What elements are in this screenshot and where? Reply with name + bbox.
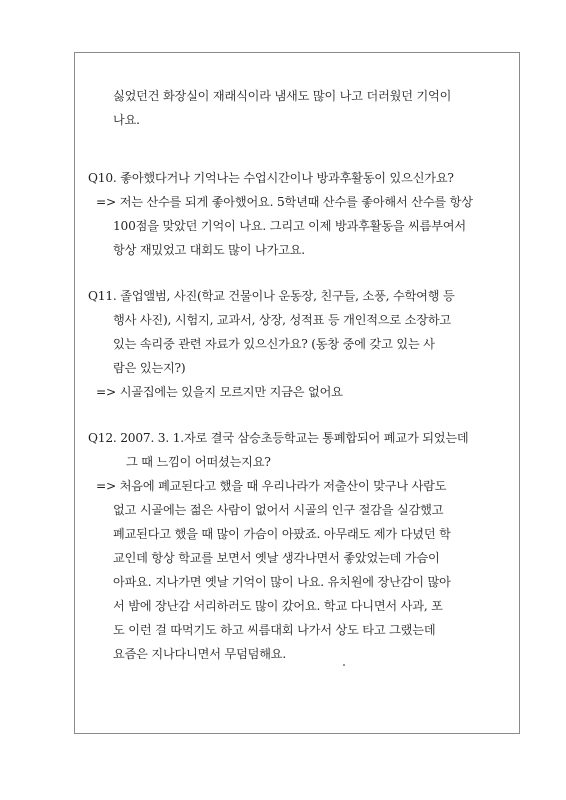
answer-line: 항상 재밌었고 대회도 많이 나가고요. [113,243,305,257]
answer-line: 도 이런 걸 따먹기도 하고 씨름대회 나가서 상도 타고 그랬는데 [113,623,436,637]
question-q11-line: 람은 있는지?) [113,361,186,375]
answer-line: 요즘은 지나다니면서 무덤덤해요. [113,647,287,661]
text-line: 싫었던건 화장실이 재래식이라 냄새도 많이 나고 더러웠던 기억이 [113,89,452,103]
answer-line: => 저는 산수를 되게 좋아했어요. 5학년때 산수를 좋아해서 산수를 항상 [96,195,473,209]
text-line: 나요. [113,113,140,127]
answer-line: 교인데 항상 학교를 보면서 옛날 생각나면서 좋았었는데 가슴이 [113,551,440,565]
answer-line: 아파요. 지나가면 옛날 기억이 많이 나요. 유치원에 장난감이 많아 [113,575,451,589]
page-speck [343,664,345,666]
question-q11-line: 있는 속리중 관련 자료가 있으신가요? (동창 중에 갖고 있는 사 [113,337,435,351]
question-q10: Q10. 좋아했다거나 기억나는 수업시간이나 방과후활동이 있으신가요? [88,171,454,185]
answer-line: 없고 시골에는 젊은 사람이 없어서 시골의 인구 절감을 실감했고 [113,503,444,517]
intro-answer-continuation [88,84,508,132]
question-block-q11 [88,284,508,404]
answer-line: => 시골집에는 있을지 모르지만 지금은 없어요 [96,385,343,399]
answer-line: 폐교된다고 했을 때 많이 가슴이 아팠죠. 아무래도 제가 다녔던 학 [113,527,451,541]
question-q11-line: 행사 사진), 시험지, 교과서, 상장, 성적표 등 개인적으로 소장하고 [113,313,451,327]
question-q11-line: Q11. 졸업앨범, 사진(학교 건물이나 운동장, 친구들, 소풍, 수학여행 등 [88,289,455,303]
document-body [88,84,508,666]
answer-line: 서 밤에 장난감 서리하러도 많이 갔어요. 학교 다니면서 사과, 포 [113,599,443,613]
question-q12-line: Q12. 2007. 3. 1.자로 결국 삼승초등학교는 통폐합되어 폐교가 되었는데 [88,431,469,445]
question-block-q10 [88,166,508,262]
answer-line: => 처음에 폐교된다고 했을 때 우리나라가 저출산이 맞구나 사람도 [96,479,447,493]
question-block-q12 [88,426,508,666]
question-q12-line: 그 때 느낌이 어떠셨는지요? [126,455,271,469]
answer-line: 100점을 맞았던 기억이 나요. 그리고 이제 방과후활동을 씨름부여서 [113,219,466,233]
